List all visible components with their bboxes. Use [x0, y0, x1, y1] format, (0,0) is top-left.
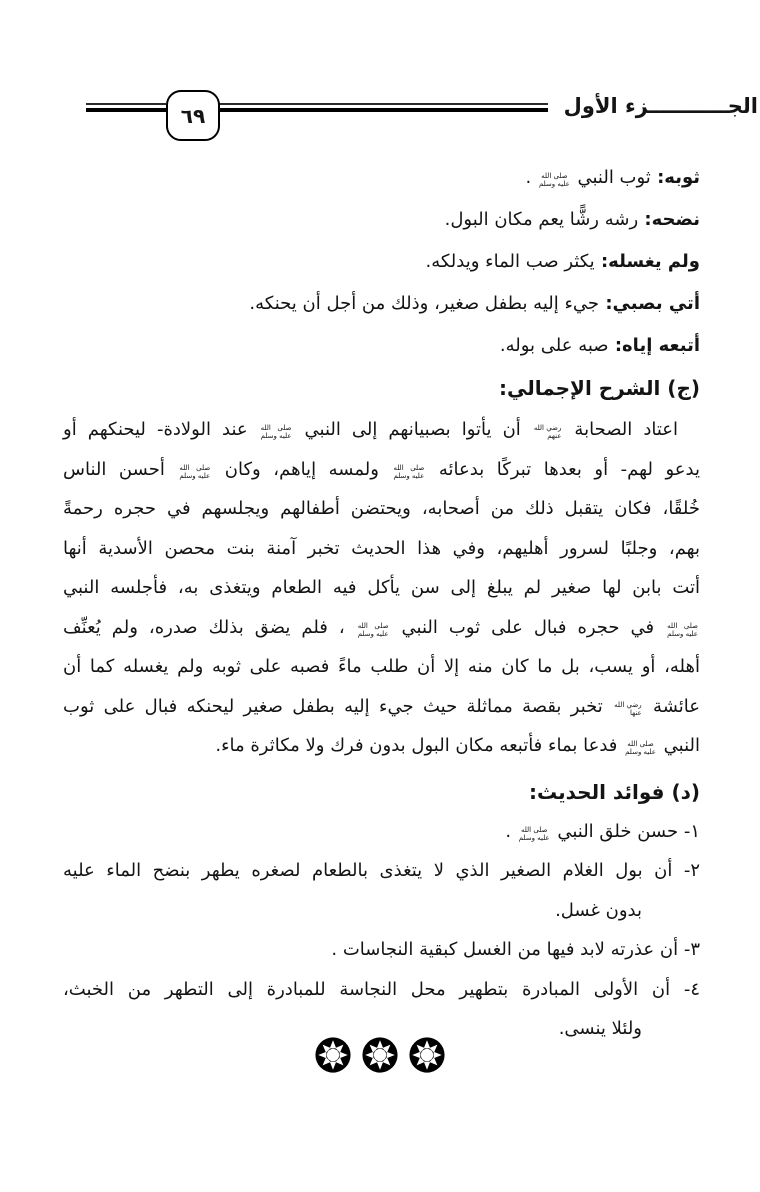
glossary-definition: جيء إليه بطفل صغير، وذلك من أجل أن يحنكه.: [249, 293, 600, 314]
honorific-ligature-icon: رضي الله عنها: [614, 700, 642, 717]
benefits-list: [63, 812, 700, 1049]
page-number-badge: [166, 90, 220, 141]
commentary-paragraph: [63, 410, 700, 766]
benefit-item-line: بدون غسل.: [555, 899, 642, 921]
commentary-heading: (ج) الشرح الإجمالي:: [498, 376, 700, 400]
commentary-line: صلى الله عليه وسلم في حجره فبال على ثوب النبي صلى الله عليه وسلم ، فلم يضق بذلك صدره، ولم يُعنِّف: [63, 616, 698, 638]
section-title: الجـــــــــــزء الأول: [563, 94, 758, 118]
header-rule-left: [86, 103, 166, 112]
commentary-line: أتت بابن لها صغير لم يبلغ إلى سن يأكل فيه الطعام ويتغذى به، فأجلسه النبي: [63, 577, 700, 598]
benefit-item-line: ٢- أن بول الغلام الصغير الذي لا يتغذى بالطعام لصغره يطهر بنضح الماء عليه: [63, 860, 700, 881]
glossary-line: [63, 199, 700, 241]
honorific-ligature-icon: صلى الله عليه وسلم: [667, 621, 698, 638]
honorific-ligature-icon: صلى الله عليه وسلم: [260, 424, 292, 440]
glossary-line: [63, 325, 700, 367]
honorific-ligature-icon: صلى الله عليه وسلم: [518, 825, 550, 842]
benefit-item-line: ولئلا ينسى.: [558, 1018, 642, 1039]
commentary-line: يدعو لهم- أو بعدها تبركًا بدعائه صلى الله عليه وسلم ولمسه إياهم، وكان صلى الله عليه وسلم أحسن الناس: [63, 458, 700, 480]
honorific-ligature-icon: صلى الله عليه وسلم: [538, 172, 570, 188]
page-content: [63, 157, 700, 1049]
glossary-line: [63, 283, 700, 325]
honorific-ligature-icon: صلى الله عليه وسلم: [179, 463, 211, 480]
rosette-ornament-icon: [361, 1036, 399, 1074]
benefits-heading: (د) فوائد الحديث:: [528, 779, 700, 804]
benefit-item-line: ٣- أن عذرته لابد فيها من الغسل كبقية النجاسات .: [331, 939, 700, 960]
glossary-definition: ثوب النبي صلى الله عليه وسلم .: [525, 167, 651, 188]
glossary-term: ولم يغسله:: [594, 251, 700, 272]
footer-ornaments: [0, 1036, 760, 1074]
commentary-line: أهله، أو يسب، بل ما كان منه إلا أن طلب ماءً فصبه على ثوبه ولم يغسله كما أن: [63, 656, 700, 677]
glossary-term: نضحه:: [638, 209, 700, 230]
page-number: ٦٩: [180, 103, 206, 128]
commentary-line: النبي صلى الله عليه وسلم فدعا بماء فأتبعه مكان البول بدون فرك ولا مكاثرة ماء.: [215, 735, 700, 756]
glossary-definition: صبه على بوله.: [499, 335, 609, 356]
commentary-line: خُلقًا، فكان يتقبل ذلك من أصحابه، ويحتضن أطفالهم ويجلسهم في حجره رحمةً: [63, 498, 700, 519]
honorific-ligature-icon: صلى الله عليه وسلم: [625, 740, 656, 756]
glossary-term: أتي بصبي:: [599, 293, 700, 314]
header-rule-right: [218, 103, 548, 112]
glossary-definition: يكثر صب الماء ويدلكه.: [425, 251, 595, 272]
commentary-line: اعتاد الصحابة رضي الله عنهم أن يأتوا بصبيانهم إلى النبي صلى الله عليه وسلم عند الولادة- ليحنكهم أو: [63, 419, 679, 440]
rosette-ornament-icon: [408, 1036, 446, 1074]
honorific-ligature-icon: صلى الله عليه وسلم: [357, 621, 389, 638]
benefit-item-line: ٤- أن الأولى المبادرة بتطهير محل النجاسة للمبادرة إلى التطهر من الخبث،: [63, 978, 700, 1000]
honorific-ligature-icon: رضي الله عنهم: [533, 424, 562, 440]
glossary-term: ثوبه:: [650, 167, 700, 188]
benefit-item-line: ١- حسن خلق النبي صلى الله عليه وسلم .: [505, 820, 700, 842]
commentary-line: عائشة رضي الله عنها تخبر بقصة مماثلة حيث جيء إليه بطفل صغير ليحنكه فبال على ثوب: [63, 695, 701, 717]
glossary-definition: رشه رشًّا يعم مكان البول.: [444, 209, 639, 230]
honorific-ligature-icon: صلى الله عليه وسلم: [393, 463, 425, 480]
glossary-line: [63, 157, 700, 199]
glossary-term: أتبعه إياه:: [608, 335, 700, 356]
glossary-line: [63, 241, 700, 283]
rosette-ornament-icon: [314, 1036, 352, 1074]
commentary-line: بهم، وجلبًا لسرور أهليهم، وفي هذا الحديث تخبر آمنة بنت محصن الأسدية أنها: [63, 537, 700, 559]
glossary: [63, 157, 700, 367]
